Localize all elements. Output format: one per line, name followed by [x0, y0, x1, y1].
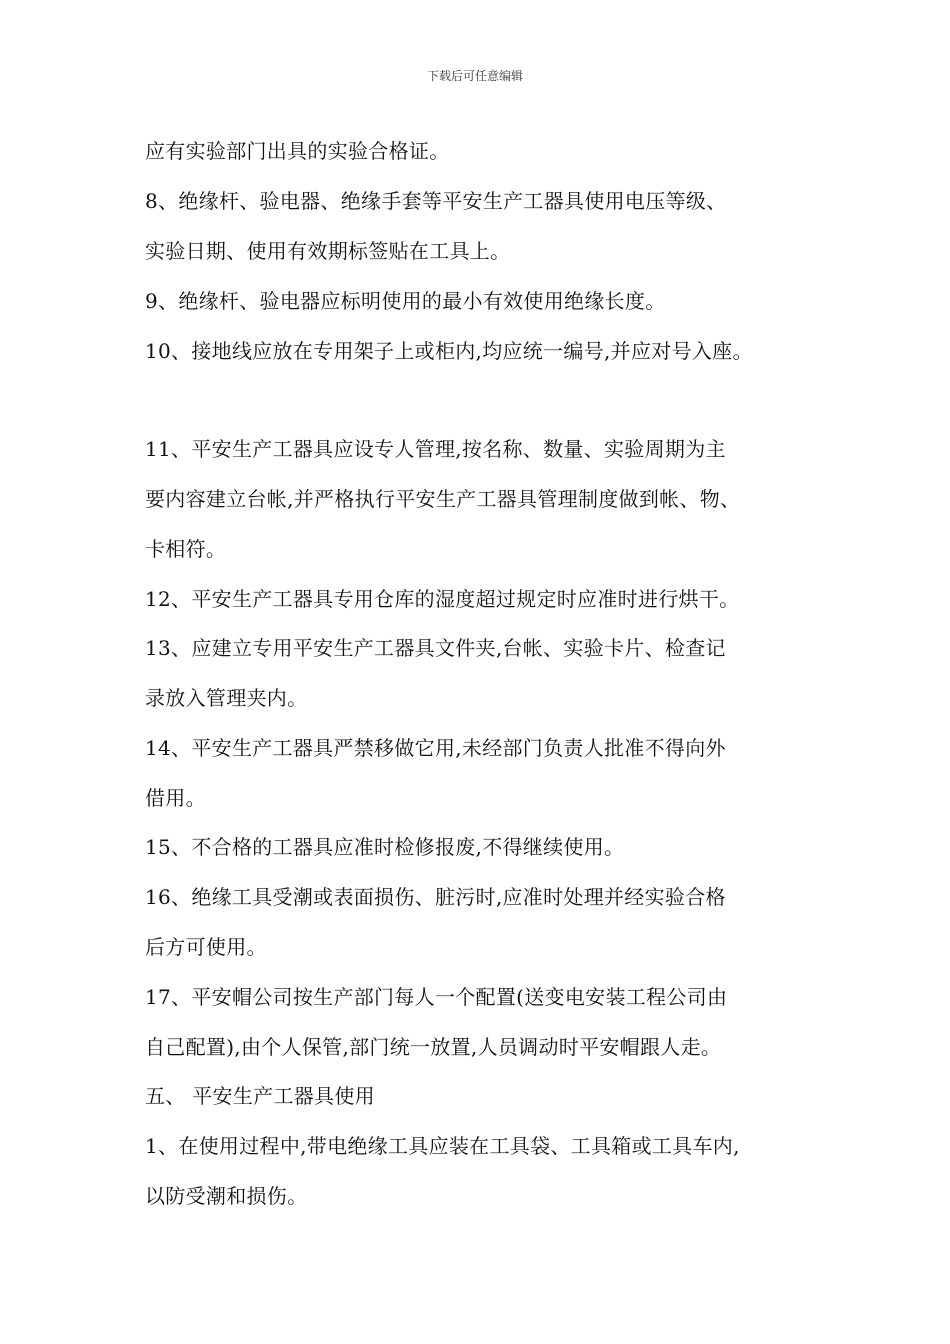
text-line: 13、应建立专用平安生产工器具文件夹,台帐、实验卡片、检查记: [145, 636, 726, 660]
text-line: 10、接地线应放在专用架子上或柜内,均应统一编号,并应对号入座。: [145, 339, 753, 363]
text-line: 8、绝缘杆、验电器、绝缘手套等平安生产工器具使用电压等级、: [145, 189, 727, 213]
text-line: 要内容建立台帐,并严格执行平安生产工器具管理制度做到帐、物、: [145, 487, 741, 511]
text-line: 录放入管理夹内。: [145, 686, 308, 710]
text-line: 以防受潮和损伤。: [145, 1184, 308, 1208]
text-line: 16、绝缘工具受潮或表面损伤、脏污时,应准时处理并经实验合格: [145, 885, 726, 909]
text-line: 后方可使用。: [145, 935, 267, 959]
text-line: 9、绝缘杆、验电器应标明使用的最小有效使用绝缘长度。: [145, 289, 666, 313]
text-line: 借用。: [145, 786, 206, 810]
page-header: 下载后可任意编辑: [426, 69, 523, 83]
text-line: 自己配置),由个人保管,部门统一放置,人员调动时平安帽跟人走。: [145, 1035, 722, 1059]
text-line: 15、不合格的工器具应准时检修报废,不得继续使用。: [145, 835, 625, 859]
text-line: 1、在使用过程中,带电绝缘工具应装在工具袋、工具箱或工具车内,: [145, 1134, 740, 1158]
text-line: 卡相符。: [145, 537, 227, 561]
text-line: 12、平安生产工器具专用仓库的湿度超过规定时应准时进行烘干。: [145, 587, 740, 611]
text-line: 实验日期、使用有效期标签贴在工具上。: [145, 239, 511, 263]
text-line: 17、平安帽公司按生产部门每人一个配置(送变电安装工程公司由: [145, 985, 728, 1009]
text-line: 14、平安生产工器具严禁移做它用,未经部门负责人批准不得向外: [145, 736, 726, 760]
text-line: 应有实验部门出具的实验合格证。: [145, 139, 450, 163]
section-heading: 五、 平安生产工器具使用: [145, 1084, 375, 1108]
text-line: 11、平安生产工器具应设专人管理,按名称、数量、实验周期为主: [145, 437, 726, 461]
